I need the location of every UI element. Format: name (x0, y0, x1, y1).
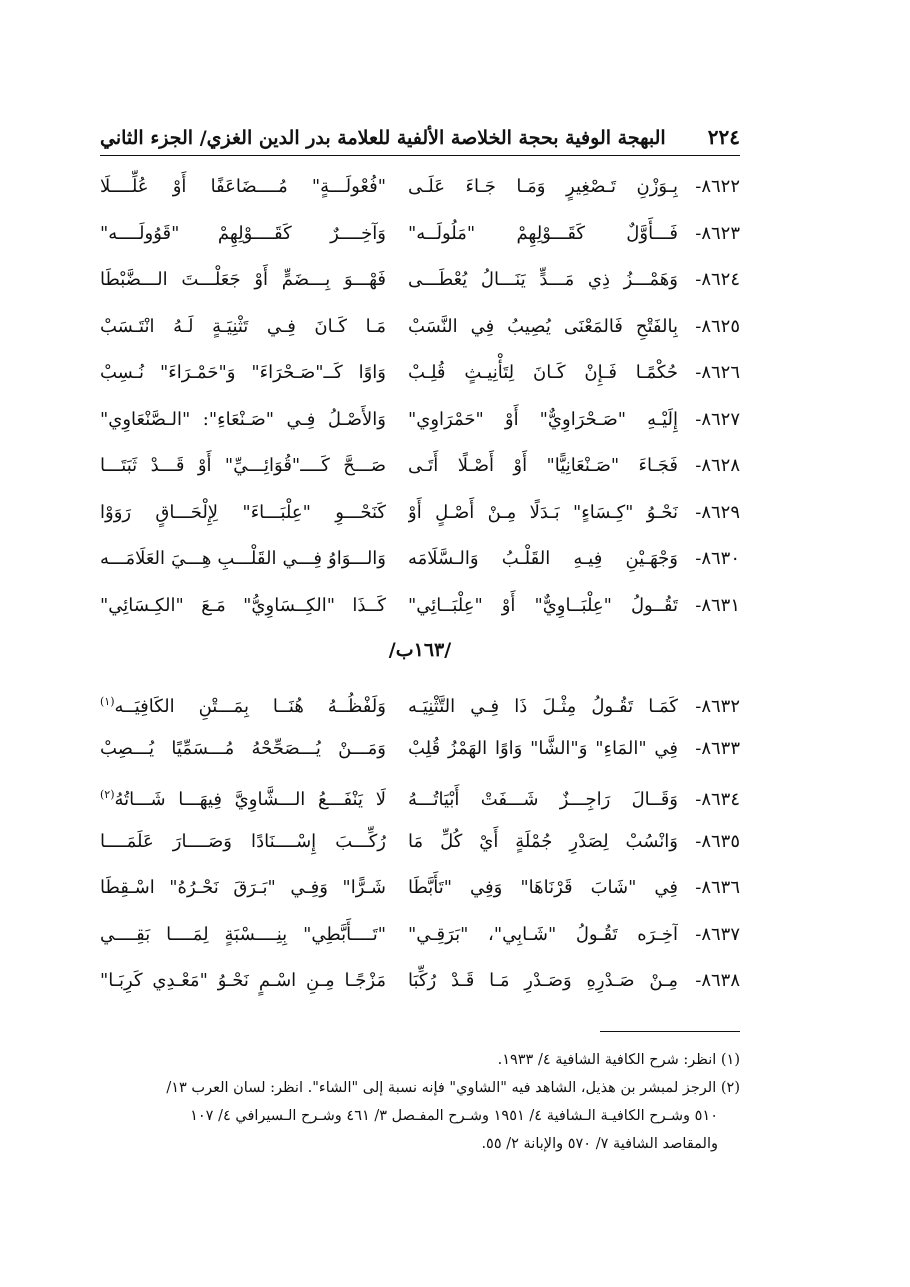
verse-second-hemistich-text: رُكِّـــبَ إِسْــــنَادًا وَصَــــارَ عَلَمَــــا (100, 830, 386, 852)
verse-first-hemistich: بِـوَزْنِ تَـصْغِيرٍ وَمَـا جَـاءَ عَلَـى (408, 176, 678, 197)
verse-number: ٨٦٣٠- (695, 548, 740, 569)
verse-second-hemistich (100, 164, 386, 211)
verse-first-hemistich: آخِـرَه تَقُـولُ "شَـابِي"، "بَرَقِـي" (408, 923, 678, 945)
verse-second-hemistich (100, 772, 386, 824)
verse-second-hemistich-text: مَزْجًـا مِـنِ اسْـمٍ نَحْـوُ "مَعْـدِي كَرِبَـا" (100, 970, 386, 991)
verse-second-hemistich (100, 912, 386, 959)
verse-second-hemistich-text: كَنَحْـــوِ "عِلْبَـــاءَ" لِإِلْحَـــاقٍ رَوَوْا (100, 501, 386, 523)
verse-first-hemistich: مِـنْ صَـدْرِهِ وَصَـدْرِ مَـا قَـدْ رُكِّبَا (408, 970, 678, 991)
verse-first-hemistich: فِي "المَاءِ" وَ"الشَّا" وَاوًا الهَمْزُ قُلِبْ (408, 737, 678, 759)
footnote-2-line-2: ٥١٠ وشـرح الكافيـة الـشافية ٤/ ١٩٥١ وشـرح المفـصل ٣/ ٤٦١ وشـرح الـسيرافي ٤/ ١٠٧ (190, 1107, 718, 1124)
verse-first-hemistich: تَقُــولُ "عِلْبَــاوِيٌّ" أَوْ "عِلْبَــائِي" (408, 594, 678, 616)
footnote-2-line-1: (٢) الرجز لمبشر بن هذيل، الشاهد فيه "الشاوي" فإنه نسبة إلى "الشاء". انظر: لسان العرب ١٣/ (166, 1079, 740, 1096)
verse-line (100, 164, 740, 211)
verse-second-hemistich (100, 958, 386, 1005)
verse-second-hemistich (100, 865, 386, 912)
verse-second-hemistich-text: "تَــــأَبَّطِي" بِنِــــسْبَةٍ لِمَــــا بَقِــــي (100, 923, 386, 945)
footnote-2 (100, 1074, 740, 1158)
verse-block-1 (100, 164, 740, 629)
verse-first-hemistich: حُكْمًـا فَـإِنْ كَـانَ لِتَأْنِيـثٍ قُلِـبْ (408, 362, 678, 383)
verse-first-hemistich: إِلَيْـهِ "صَـحْرَاوِيٌّ" أَوْ "حَمْرَاوِي" (408, 408, 678, 430)
verse-second-hemistich-text: مَـا كَـانَ فِـي تَثْنِيَـةٍ لَـهُ انْتَـسَبْ (100, 315, 386, 337)
verse-line (100, 443, 740, 490)
verse-line (100, 350, 740, 397)
verse-first-hemistich: فَجَـاءَ "صَـنْعَانِيًّا" أَوْ أَصْـلًا أَتَـى (408, 455, 678, 476)
verse-first-hemistich: وَانْسُبْ لِصَدْرِ جُمْلَةٍ أَيْ كُلِّ مَا (408, 830, 678, 852)
verse-second-hemistich-text: لَا يَنْفَـــعُ الـــشَّاوِيَّ فِيهَـــا شَـــاتُهُ (114, 789, 386, 810)
verse-second-hemistich-text: فَهْـــوَ بِـــضَمٍّ أَوْ جَعَلْـــتَ الـــضَّبْطَا (100, 269, 386, 290)
verse-second-hemistich (100, 490, 386, 537)
verse-first-hemistich: كَمَـا تَقُـولُ مِثْـلَ ذَا فِـي التَّثْنِيَـه (408, 696, 678, 717)
verse-line (100, 257, 740, 304)
verse-line (100, 490, 740, 537)
verse-second-hemistich-text: "فُعْولَـــةٍ" مُــــضَاعَفًا أَوْ عُلِّــــلَا (100, 176, 386, 197)
folio-marker: /١٦٣ب/ (388, 639, 452, 661)
verse-second-hemistich (100, 819, 386, 866)
verse-second-hemistich-text: وَالأَصْـلُ فِـي "صَـنْعَاءِ": "الـصَّنْعَاوِي" (100, 408, 386, 430)
verse-number: ٨٦٢٦- (695, 362, 740, 383)
verse-second-hemistich-text: وَمَـــنْ يُـــصَحِّحْهُ مُـــسَمِّيًا يُـــصِبْ (100, 737, 386, 759)
verse-second-hemistich (100, 211, 386, 258)
verse-first-hemistich: فَـــأَوَّلٌ كَقَـــوْلِهِمْ "مَلُولَــه" (408, 222, 678, 244)
verse-line (100, 679, 740, 726)
footnote-marker[interactable]: (٢) (100, 788, 115, 801)
verse-second-hemistich (100, 583, 386, 630)
verse-line (100, 726, 740, 773)
verse-first-hemistich: وَجْهَـيْنِ فِيـهِ القَلْـبُ وَالـسَّلَامَه (408, 548, 678, 569)
verse-second-hemistich (100, 304, 386, 351)
verse-second-hemistich (100, 726, 386, 773)
verse-second-hemistich-text: وَآخِــــرٌ كَقَــــوْلِهِمْ "قَوُولَــــه" (100, 222, 386, 244)
verse-second-hemistich (100, 350, 386, 397)
verse-first-hemistich: وَقَــالَ رَاجِـــزٌ شَـــفَتْ أَبْيَاتُـــهُ (408, 789, 678, 810)
footnote-separator (600, 1031, 740, 1032)
verse-first-hemistich: وَهَمْـــزُ ذِي مَـــدٍّ يَنَـــالُ يُعْطَـــى (408, 269, 678, 290)
verse-line (100, 772, 740, 819)
verse-line (100, 865, 740, 912)
verse-first-hemistich: بِالفَتْحِ فَالمَعْنَى يُصِيبُ فِي النَّسَبْ (408, 315, 678, 337)
footnote-2-line-3: والمقاصد الشافية ٧/ ٥٧٠ والإبانة ٢/ ٥٥. (481, 1135, 718, 1152)
verse-line (100, 536, 740, 583)
verse-number: ٨٦٣٦- (695, 877, 740, 898)
verse-number: ٨٦٢٧- (695, 408, 740, 430)
footnotes (100, 1046, 740, 1158)
verse-second-hemistich (100, 397, 386, 444)
verse-number: ٨٦٢٢- (695, 176, 740, 197)
verse-number: ٨٦٢٤- (695, 269, 740, 290)
verse-number: ٨٦٣٧- (695, 923, 740, 945)
verse-second-hemistich (100, 257, 386, 304)
verse-second-hemistich-text: صَـــحَّ كَــــ"قُوَائِـــيِّ" أَوْ قَـــدْ ثَبَتَـــا (100, 455, 386, 476)
verse-number: ٨٦٢٩- (695, 501, 740, 523)
verse-line (100, 397, 740, 444)
verse-number: ٨٦٢٣- (695, 222, 740, 244)
page (100, 125, 740, 1158)
verse-number: ٨٦٣٤- (695, 789, 740, 810)
verse-line (100, 304, 740, 351)
verse-number: ٨٦٢٨- (695, 455, 740, 476)
verse-second-hemistich-text: شَـرًّا" وَفِـي "بَـرَقَ نَحْـرُهُ" اسْـقِطَا (100, 877, 386, 898)
verse-second-hemistich (100, 679, 386, 731)
verse-number: ٨٦٣٣- (695, 737, 740, 759)
verse-number: ٨٦٣٥- (695, 830, 740, 852)
verse-second-hemistich (100, 443, 386, 490)
verse-line (100, 958, 740, 1005)
verse-block-2 (100, 679, 740, 1005)
book-title: البهجة الوفية بحجة الخلاصة الألفية للعلامة بدر الدين الغزي/ الجزء الثاني (100, 127, 666, 149)
verse-line (100, 819, 740, 866)
footnote-marker[interactable]: (١) (100, 695, 115, 708)
verse-second-hemistich (100, 536, 386, 583)
verse-second-hemistich-text: وَلَفْظُــهُ هُنَــا بِمَـــتْنِ الكَافِيَــه (114, 696, 386, 717)
verse-number: ٨٦٣٢- (695, 696, 740, 717)
verse-number: ٨٦٣٨- (695, 970, 740, 991)
page-number: ٢٢٤ (707, 125, 740, 149)
verse-number: ٨٦٣١- (695, 594, 740, 616)
footnote-1: (١) انظر: شرح الكافية الشافية ٤/ ١٩٣٣. (497, 1051, 740, 1068)
verse-number: ٨٦٢٥- (695, 315, 740, 337)
verse-second-hemistich-text: كَــذَا "الكِــسَاوِيُّ" مَـعَ "الكِـسَائِي" (100, 594, 386, 616)
verse-first-hemistich: فِي "شَابَ قَرْنَاهَا" وَفِي "تَأَبَّطَا (408, 877, 678, 898)
verse-first-hemistich: نَحْـوُ "كِـسَاءٍ" بَـدَلًا مِـنْ أَصْـلٍ أَوْ (408, 501, 678, 523)
running-header (100, 125, 740, 156)
verse-line (100, 583, 740, 630)
verse-line (100, 912, 740, 959)
verse-second-hemistich-text: وَاوًا كَــ"صَـحْرَاءَ" وَ"حَمْـرَاءَ" نُـسِبْ (100, 362, 386, 383)
verse-line (100, 211, 740, 258)
verse-second-hemistich-text: وَالـــوَاوُ فِـــي القَلْـــبِ هِـــيَ العَلَامَـــه (100, 548, 386, 569)
